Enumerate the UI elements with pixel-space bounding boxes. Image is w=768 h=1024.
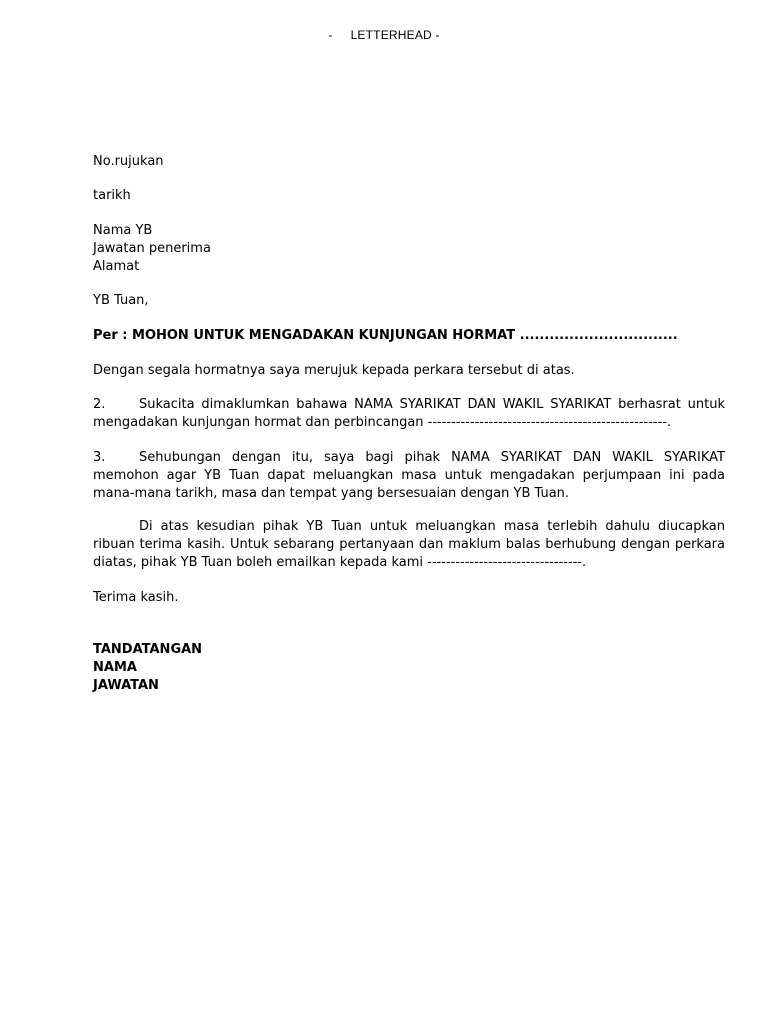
paragraph-4: [93, 518, 725, 572]
paragraph-3-number: 3.: [93, 450, 106, 465]
recipient-name: Nama YB: [93, 223, 153, 238]
recipient-position: Jawatan penerima: [93, 241, 211, 256]
letterhead-dash: -: [328, 28, 333, 42]
paragraph-3: [93, 449, 725, 503]
paragraph-2: [93, 396, 725, 432]
reference-number: No.rujukan: [93, 154, 164, 169]
paragraph-3-text: Sehubungan dengan itu, saya bagi pihak NAMA SYARIKAT DAN WAKIL SYARIKAT memohon agar YB Tuan dapat meluangkan masa untuk mengadakan perjumpaan ini pada mana-mana tarikh, masa dan tempat yang bersesuaian dengan YB Tuan.: [93, 450, 725, 501]
signature-position: JAWATAN: [93, 678, 159, 693]
signature-sign: TANDATANGAN: [93, 642, 203, 657]
salutation: YB Tuan,: [93, 293, 149, 308]
letterhead-text: LETTERHEAD -: [350, 28, 440, 42]
subject-line: Per : MOHON UNTUK MENGADAKAN KUNJUNGAN HORMAT ................................: [93, 328, 678, 343]
signature-name: NAMA: [93, 660, 137, 675]
letter-date: tarikh: [93, 188, 131, 203]
paragraph-2-number: 2.: [93, 397, 106, 412]
paragraph-2-text-1: Sukacita dimaklumkan bahawa NAMA SYARIKAT DAN WAKIL SYARIKAT berhasrat untuk: [139, 397, 725, 412]
recipient-block: [93, 222, 725, 276]
paragraph-2-line-2: mengadakan kunjungan hormat dan perbincangan ---------------------------------------------------.: [93, 415, 672, 430]
letterhead: [0, 28, 768, 42]
paragraph-3-body: [93, 449, 725, 503]
signature-block: [93, 641, 725, 695]
recipient-address: Alamat: [93, 259, 140, 274]
closing-line: Terima kasih.: [93, 590, 179, 605]
paragraph-4-text: Di atas kesudian pihak YB Tuan untuk meluangkan masa terlebih dahulu diucapkan ribuan terima kasih. Untuk sebarang pertanyaan dan maklum balas berhubung dengan perkara diatas, pihak YB Tuan boleh emailkan kepada kami ---------------------------------.: [93, 519, 725, 570]
intro-paragraph: Dengan segala hormatnya saya merujuk kepada perkara tersebut di atas.: [93, 363, 575, 378]
paragraph-2-line-1: [93, 396, 725, 414]
